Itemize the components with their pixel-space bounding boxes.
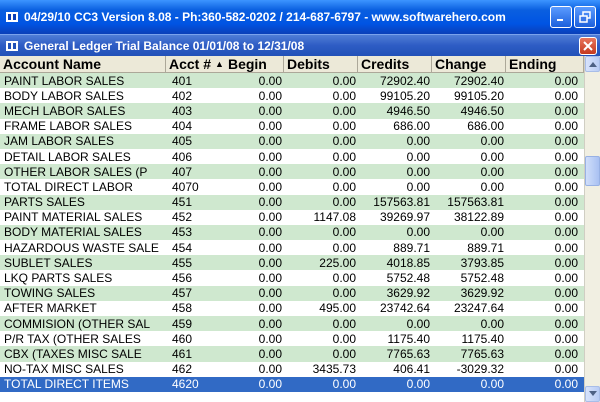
table-row[interactable] — [0, 195, 584, 210]
scroll-up-button[interactable] — [585, 56, 600, 72]
close-icon — [583, 41, 593, 51]
minimize-icon — [556, 12, 566, 22]
dialog-titlebar[interactable] — [0, 34, 600, 56]
ending-cell: 0.00 — [554, 134, 578, 149]
ending-cell: 0.00 — [554, 362, 578, 377]
change-cell: 7765.63 — [460, 346, 504, 361]
acct-cell: 462 — [172, 362, 193, 377]
table-row[interactable] — [0, 88, 584, 103]
chevron-up-icon — [589, 61, 597, 67]
window-titlebar[interactable] — [0, 0, 600, 34]
column-header-begin: Begin — [227, 56, 267, 72]
change-cell: 0.00 — [480, 225, 504, 240]
account-name-cell: CBX (TAXES MISC SALE — [4, 346, 142, 361]
ending-cell: 0.00 — [554, 225, 578, 240]
debits-cell: 0.00 — [332, 179, 356, 194]
credits-cell: 0.00 — [406, 134, 430, 149]
grid-body — [0, 73, 584, 392]
debits-cell: 3435.73 — [312, 362, 356, 377]
debits-cell: 0.00 — [332, 149, 356, 164]
acct-cell: 457 — [172, 286, 193, 301]
table-row[interactable] — [0, 301, 584, 316]
minimize-button[interactable] — [550, 6, 572, 28]
table-row[interactable] — [0, 119, 584, 134]
account-name-cell: HAZARDOUS WASTE SALE — [4, 240, 159, 255]
ending-cell: 0.00 — [554, 316, 578, 331]
begin-cell: 0.00 — [258, 301, 282, 316]
debits-cell: 0.00 — [332, 331, 356, 346]
begin-cell: 0.00 — [258, 362, 282, 377]
change-cell: 157563.81 — [447, 195, 504, 210]
begin-cell: 0.00 — [258, 210, 282, 225]
credits-cell: 72902.40 — [379, 73, 430, 88]
account-name-cell: SUBLET SALES — [4, 255, 93, 270]
account-name-cell: TOTAL DIRECT LABOR — [4, 179, 133, 194]
credits-cell: 1175.40 — [387, 331, 430, 346]
begin-cell: 0.00 — [258, 316, 282, 331]
acct-cell: 403 — [172, 103, 193, 118]
debits-cell: 0.00 — [332, 119, 356, 134]
table-row[interactable] — [0, 377, 584, 392]
begin-cell: 0.00 — [258, 134, 282, 149]
credits-cell: 5752.48 — [386, 271, 430, 286]
scroll-down-button[interactable] — [585, 386, 600, 402]
credits-cell: 0.00 — [406, 164, 430, 179]
table-row[interactable] — [0, 149, 584, 164]
acct-cell: 401 — [172, 73, 193, 88]
chevron-down-icon — [589, 391, 597, 397]
debits-cell: 225.00 — [319, 255, 356, 270]
change-cell: 0.00 — [480, 377, 504, 392]
begin-cell: 0.00 — [258, 73, 282, 88]
table-row[interactable] — [0, 225, 584, 240]
begin-cell: 0.00 — [258, 119, 282, 134]
debits-cell: 0.00 — [332, 164, 356, 179]
debits-cell: 0.00 — [332, 377, 356, 392]
ending-cell: 0.00 — [554, 119, 578, 134]
table-row[interactable] — [0, 270, 584, 285]
table-row[interactable] — [0, 286, 584, 301]
account-name-cell: OTHER LABOR SALES (P — [4, 164, 148, 179]
begin-cell: 0.00 — [258, 255, 282, 270]
change-cell: 686.00 — [467, 119, 504, 134]
debits-cell: 0.00 — [332, 240, 356, 255]
table-row[interactable] — [0, 164, 584, 179]
acct-cell: 4620 — [172, 377, 199, 392]
acct-cell: 453 — [172, 225, 193, 240]
column-header-debits[interactable]: Debits — [284, 56, 358, 72]
debits-cell: 0.00 — [332, 73, 356, 88]
table-row[interactable] — [0, 179, 584, 194]
dialog-icon — [4, 38, 20, 54]
table-row[interactable] — [0, 240, 584, 255]
ending-cell: 0.00 — [554, 377, 578, 392]
grid-header — [0, 56, 584, 73]
column-header-credits[interactable]: Credits — [358, 56, 432, 72]
acct-cell: 452 — [172, 210, 193, 225]
change-cell: 889.71 — [467, 240, 504, 255]
credits-cell: 4018.85 — [386, 255, 430, 270]
column-header-ending[interactable]: Ending — [506, 56, 584, 72]
begin-cell: 0.00 — [258, 346, 282, 361]
debits-cell: 0.00 — [332, 346, 356, 361]
table-row[interactable] — [0, 255, 584, 270]
debits-cell: 0.00 — [332, 195, 356, 210]
account-name-cell: TOTAL DIRECT ITEMS — [4, 377, 129, 392]
ending-cell: 0.00 — [554, 103, 578, 118]
begin-cell: 0.00 — [258, 331, 282, 346]
account-name-cell: LKQ PARTS SALES — [4, 271, 113, 286]
change-cell: 72902.40 — [453, 73, 504, 88]
change-cell: 23247.64 — [453, 301, 504, 316]
column-header-acct[interactable]: Acct # ▲ Begin — [166, 56, 284, 72]
credits-cell: 4946.50 — [386, 103, 430, 118]
vertical-scrollbar[interactable] — [584, 56, 600, 402]
begin-cell: 0.00 — [258, 88, 282, 103]
account-name-cell: NO-TAX MISC SALES — [4, 362, 124, 377]
begin-cell: 0.00 — [258, 179, 282, 194]
debits-cell: 0.00 — [332, 316, 356, 331]
change-cell: 0.00 — [480, 164, 504, 179]
credits-cell: 3629.92 — [386, 286, 430, 301]
change-cell: 38122.89 — [453, 210, 504, 225]
change-cell: 0.00 — [480, 316, 504, 331]
account-name-cell: MECH LABOR SALES — [4, 103, 126, 118]
ending-cell: 0.00 — [554, 179, 578, 194]
begin-cell: 0.00 — [258, 103, 282, 118]
acct-cell: 402 — [172, 88, 193, 103]
credits-cell: 889.71 — [393, 240, 430, 255]
ending-cell: 0.00 — [554, 149, 578, 164]
acct-cell: 4070 — [172, 179, 199, 194]
table-row[interactable] — [0, 346, 584, 361]
column-header-account-name[interactable]: Account Name — [0, 56, 166, 72]
ending-cell: 0.00 — [554, 301, 578, 316]
acct-cell: 459 — [172, 316, 193, 331]
ending-cell: 0.00 — [554, 271, 578, 286]
change-cell: 0.00 — [480, 149, 504, 164]
acct-cell: 406 — [172, 149, 193, 164]
change-cell: 3793.85 — [460, 255, 504, 270]
table-row[interactable] — [0, 103, 584, 118]
debits-cell: 1147.08 — [313, 210, 356, 225]
acct-cell: 451 — [172, 195, 193, 210]
ending-cell: 0.00 — [554, 346, 578, 361]
app-icon — [4, 9, 20, 25]
credits-cell: 99105.20 — [379, 88, 430, 103]
begin-cell: 0.00 — [258, 240, 282, 255]
change-cell: 3629.92 — [460, 286, 504, 301]
trial-balance-grid[interactable] — [0, 56, 584, 402]
change-cell: -3029.32 — [456, 362, 504, 377]
table-row[interactable] — [0, 134, 584, 149]
ending-cell: 0.00 — [554, 255, 578, 270]
credits-cell: 0.00 — [406, 149, 430, 164]
account-name-cell: TOWING SALES — [4, 286, 96, 301]
change-cell: 5752.48 — [460, 271, 504, 286]
change-cell: 0.00 — [480, 134, 504, 149]
credits-cell: 0.00 — [406, 179, 430, 194]
account-name-cell: FRAME LABOR SALES — [4, 119, 133, 134]
table-row[interactable] — [0, 362, 584, 377]
credits-cell: 7765.63 — [386, 346, 430, 361]
acct-cell: 455 — [172, 255, 193, 270]
dialog-title: General Ledger Trial Balance 01/01/08 to 12/31/08 — [24, 38, 305, 53]
ending-cell: 0.00 — [554, 164, 578, 179]
account-name-cell: JAM LABOR SALES — [4, 134, 115, 149]
acct-cell: 407 — [172, 164, 193, 179]
credits-cell: 406.41 — [393, 362, 430, 377]
account-name-cell: PAINT MATERIAL SALES — [4, 210, 143, 225]
credits-cell: 686.00 — [393, 119, 430, 134]
change-cell: 1175.40 — [461, 331, 504, 346]
ending-cell: 0.00 — [554, 210, 578, 225]
account-name-cell: P/R TAX (OTHER SALES — [4, 331, 141, 346]
credits-cell: 0.00 — [406, 377, 430, 392]
acct-cell: 405 — [172, 134, 193, 149]
account-name-cell: BODY LABOR SALES — [4, 88, 124, 103]
window-title: 04/29/10 CC3 Version 8.08 - Ph:360-582-0202 / 214-687-6797 - www.softwarehero.com — [24, 10, 506, 24]
acct-cell: 461 — [172, 346, 193, 361]
column-header-change[interactable]: Change — [432, 56, 506, 72]
debits-cell: 0.00 — [332, 103, 356, 118]
begin-cell: 0.00 — [258, 195, 282, 210]
begin-cell: 0.00 — [258, 286, 282, 301]
account-name-cell: PARTS SALES — [4, 195, 85, 210]
restore-button[interactable] — [574, 6, 596, 28]
debits-cell: 0.00 — [332, 88, 356, 103]
table-row[interactable] — [0, 331, 584, 346]
ending-cell: 0.00 — [554, 88, 578, 103]
account-name-cell: DETAIL LABOR SALES — [4, 149, 131, 164]
acct-cell: 454 — [172, 240, 193, 255]
change-cell: 4946.50 — [460, 103, 504, 118]
credits-cell: 0.00 — [406, 316, 430, 331]
account-name-cell: PAINT LABOR SALES — [4, 73, 125, 88]
credits-cell: 157563.81 — [373, 195, 430, 210]
restore-icon — [579, 11, 591, 23]
begin-cell: 0.00 — [258, 377, 282, 392]
begin-cell: 0.00 — [258, 149, 282, 164]
credits-cell: 23742.64 — [379, 301, 430, 316]
change-cell: 0.00 — [480, 179, 504, 194]
credits-cell: 0.00 — [406, 225, 430, 240]
debits-cell: 495.00 — [319, 301, 356, 316]
account-name-cell: COMMISION (OTHER SAL — [4, 316, 151, 331]
debits-cell: 0.00 — [332, 225, 356, 240]
begin-cell: 0.00 — [258, 164, 282, 179]
acct-cell: 460 — [172, 331, 193, 346]
debits-cell: 0.00 — [332, 286, 356, 301]
table-row[interactable] — [0, 210, 584, 225]
sort-arrow-icon: ▲ — [215, 59, 224, 69]
ending-cell: 0.00 — [554, 73, 578, 88]
account-name-cell: BODY MATERIAL SALES — [4, 225, 142, 240]
debits-cell: 0.00 — [332, 271, 356, 286]
acct-cell: 458 — [172, 301, 193, 316]
table-row[interactable] — [0, 316, 584, 331]
table-row[interactable] — [0, 73, 584, 88]
account-name-cell: AFTER MARKET — [4, 301, 97, 316]
acct-cell: 404 — [172, 119, 193, 134]
change-cell: 99105.20 — [453, 88, 504, 103]
begin-cell: 0.00 — [258, 225, 282, 240]
acct-cell: 456 — [172, 271, 193, 286]
close-button[interactable] — [579, 37, 597, 55]
begin-cell: 0.00 — [258, 271, 282, 286]
scroll-thumb[interactable] — [585, 156, 600, 186]
ending-cell: 0.00 — [554, 331, 578, 346]
debits-cell: 0.00 — [332, 134, 356, 149]
ending-cell: 0.00 — [554, 286, 578, 301]
ending-cell: 0.00 — [554, 195, 578, 210]
ending-cell: 0.00 — [554, 240, 578, 255]
credits-cell: 39269.97 — [379, 210, 430, 225]
